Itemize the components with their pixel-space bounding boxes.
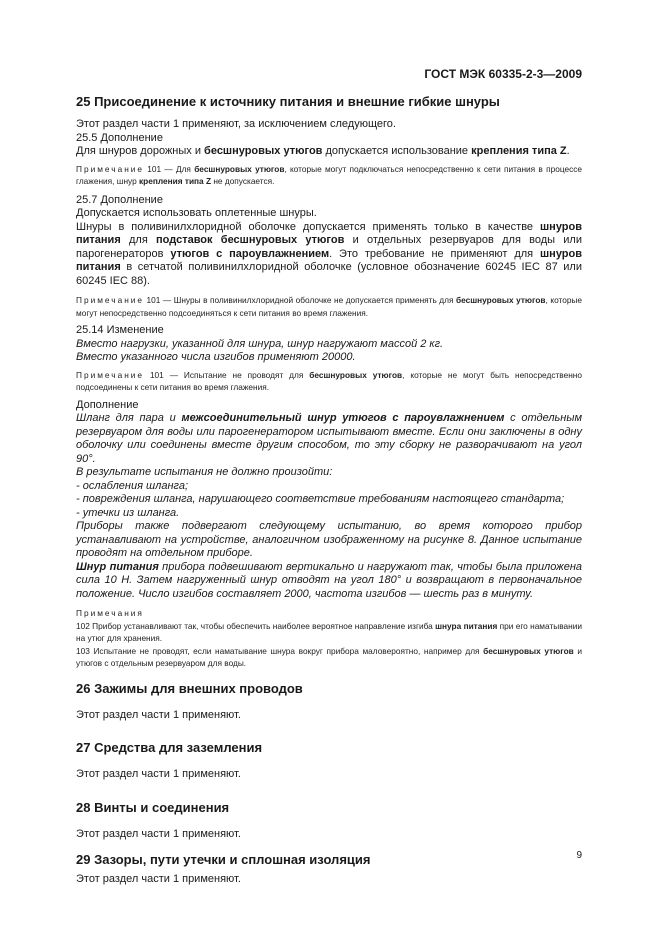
note-25-5: Примечание 101 — Для бесшнуровых утюгов, которые могут подключаться непосредственно к сети питания в процессе глажения, шнур крепления типа Z не допускается. (76, 163, 583, 186)
paragraph-hose: Шланг для пара и межсоединительный шнур утюгов с пароувлажнением с отдельным резервуаром для воды или парогенератором испытывают вместе. Если они заключены в одну оболочку или соединены вместе другим способом, то эту сборку не разворачивают на угол 90°. (76, 412, 582, 465)
document-header: ГОСТ МЭК 60335-2-3—2009 (424, 67, 582, 81)
paragraph-25-5: Для шнуров дорожных и бесшнуровых утюгов допускается использование крепления типа Z. (76, 145, 570, 157)
section-29-title: 29 Зазоры, пути утечки и сплошная изоляция (76, 852, 371, 867)
note-25-7: Примечание 101 — Шнуры в поливинилхлоридной оболочке не допускается применять для бесшнуровых утюгов, которые могут непосредственно подсоединяться к сети питания во время глажения. (76, 295, 583, 318)
paragraph-25-14-b: Вместо указанного числа изгибов применяют 20000. (76, 351, 356, 363)
list-item: - повреждения шланга, нарушающего соответствие требованиям настоящего стандарта; (76, 493, 565, 505)
paragraph-test: Приборы также подвергают следующему испытанию, во время которого прибор устанавливают на устройстве, аналогичном изображенному на рисунке 8. Данное испытание проводят на отдельном приборе. (76, 520, 582, 559)
page-number: 9 (576, 850, 582, 861)
section-26-text: Этот раздел части 1 применяют. (76, 708, 241, 721)
subsection-25-14: 25.14 Изменение (76, 324, 164, 336)
paragraph-25-14-a: Вместо нагрузки, указанной для шнура, шнур нагружают массой 2 кг. (76, 337, 444, 350)
section-28-title: 28 Винты и соединения (76, 799, 230, 815)
section-25-intro: Этот раздел части 1 применяют, за исключением следующего. (76, 118, 396, 130)
note-102: 102 Прибор устанавливают так, чтобы обеспечить наиболее вероятное направление изгиба шнура питания при его наматывании на утюг для хранения. (76, 620, 582, 643)
paragraph-25-7-a: Допускается использовать оплетенные шнуры. (76, 207, 317, 219)
section-25-title: 25 Присоединение к источнику питания и внешние гибкие шнуры (76, 94, 500, 109)
section-27-title: 27 Средства для заземления (76, 740, 263, 755)
section-29-text: Этот раздел части 1 применяют. (76, 873, 241, 885)
note-103: 103 Испытание не проводят, если наматывание шнура вокруг прибора маловероятно, например для бесшнуровых утюгов и утюгов с отдельным резервуаром для воды. (76, 645, 582, 668)
section-27-text: Этот раздел части 1 применяют. (76, 768, 241, 780)
list-item: - утечки из шланга. (76, 506, 180, 519)
notes-title: Примечания (76, 608, 144, 618)
subsection-25-7: 25.7 Дополнение (76, 193, 163, 206)
subsection-25-5: 25.5 Дополнение (76, 131, 163, 144)
list-item: - ослабления шланга; (76, 479, 189, 492)
section-28-text: Этот раздел части 1 применяют. (76, 827, 241, 840)
paragraph-25-7-b: Шнуры в поливинилхлоридной оболочке допускается применять только в качестве шнуров питания для подставок бесшнуровых утюгов и отдельных резервуаров для воды или парогенераторов утюгов с пароувлажнением. Это требование не применяют для шнуров питания в сетчатой поливинилхлоридной оболочке (условное обозначение 60245 IEC 87 или 60245 IEC 88). (76, 220, 582, 287)
addition-label: Дополнение (76, 398, 139, 411)
paragraph-cord: Шнур питания прибора подвешивают вертикально и нагружают так, чтобы была приложена сила 10 Н. Затем нагруженный шнур отводят на угол 180° и возвращают в первоначальное положение. Число изгибов составляет 2000, частота изгибов — шесть раз в минуту. (76, 560, 582, 600)
note-25-14: Примечание 101 — Испытание не проводят для бесшнуровых утюгов, которые не могут быть непосредственно подсоединены к сети питания во время глажения. (76, 369, 582, 392)
paragraph-result: В результате испытания не должно произойти: (76, 466, 333, 478)
page-content (76, 94, 582, 887)
section-26-title: 26 Зажимы для внешних проводов (76, 680, 303, 696)
